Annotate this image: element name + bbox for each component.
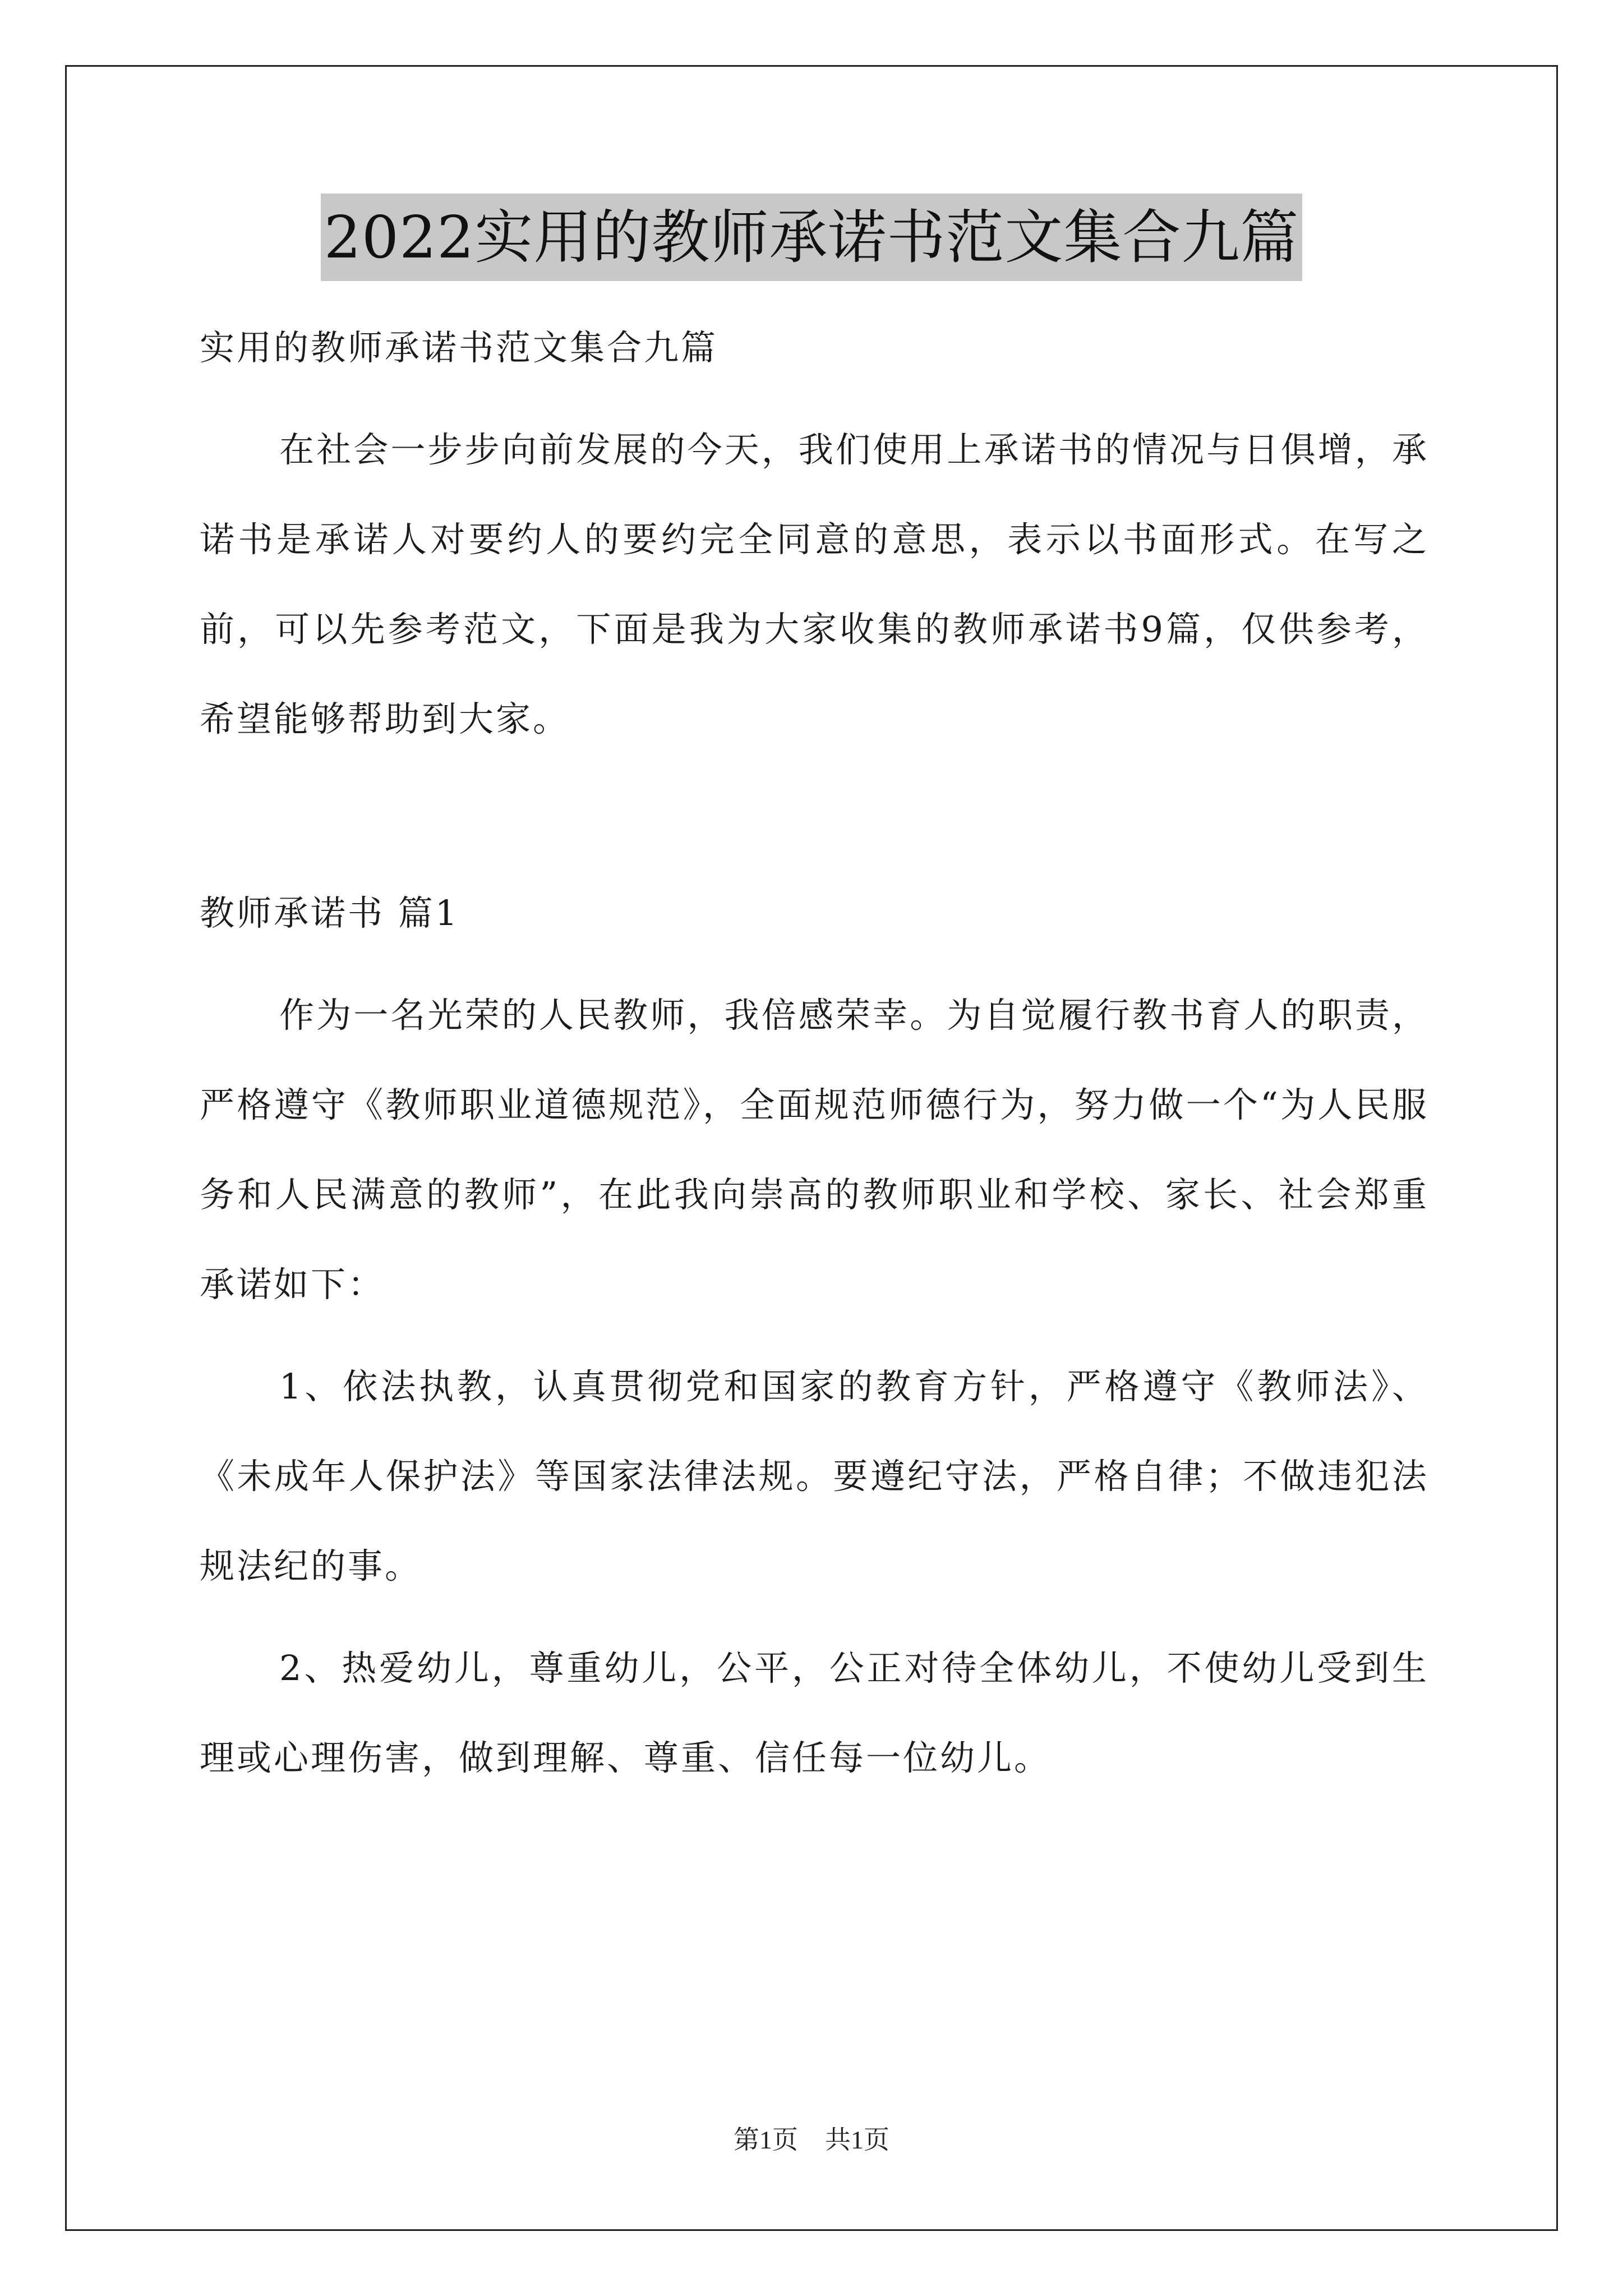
page-number: 第1页 (734, 2125, 798, 2154)
page-total: 共1页 (825, 2125, 889, 2154)
body-paragraph: 1、依法执教，认真贯彻党和国家的教育方针，严格遵守《教师法》、《未成年人保护法》等国家法律法规。要遵纪守法，严格自律；不做违犯法规法纪的事。 (200, 1366, 1429, 1586)
document-body (200, 303, 1429, 1815)
body-paragraph: 作为一名光荣的人民教师，我倍感荣幸。为自觉履行教书育人的职责，严格遵守《教师职业道德规范》，全面规范师德行为，努力做一个“为人民服务和人民满意的教师”，在此我向崇高的教师职业和学校、家长、社会郑重承诺如下： (200, 995, 1429, 1305)
document-title: 2022实用的教师承诺书范文集合九篇 (321, 194, 1303, 281)
page-footer (0, 2123, 1623, 2157)
document-subtitle: 实用的教师承诺书范文集合九篇 (200, 327, 718, 368)
intro-paragraph: 在社会一步步向前发展的今天，我们使用上承诺书的情况与日俱增，承诺书是承诺人对要约人的要约完全同意的意思，表示以书面形式。在写之前，可以先参考范文，下面是我为大家收集的教师承诺书9篇，仅供参考，希望能够帮助到大家。 (200, 429, 1429, 739)
section-heading: 教师承诺书 篇1 (200, 892, 460, 933)
title-container (0, 194, 1623, 281)
body-paragraph: 2、热爱幼儿，尊重幼儿，公平，公正对待全体幼儿，不使幼儿受到生理或心理伤害，做到理解、尊重、信任每一位幼儿。 (200, 1648, 1429, 1778)
